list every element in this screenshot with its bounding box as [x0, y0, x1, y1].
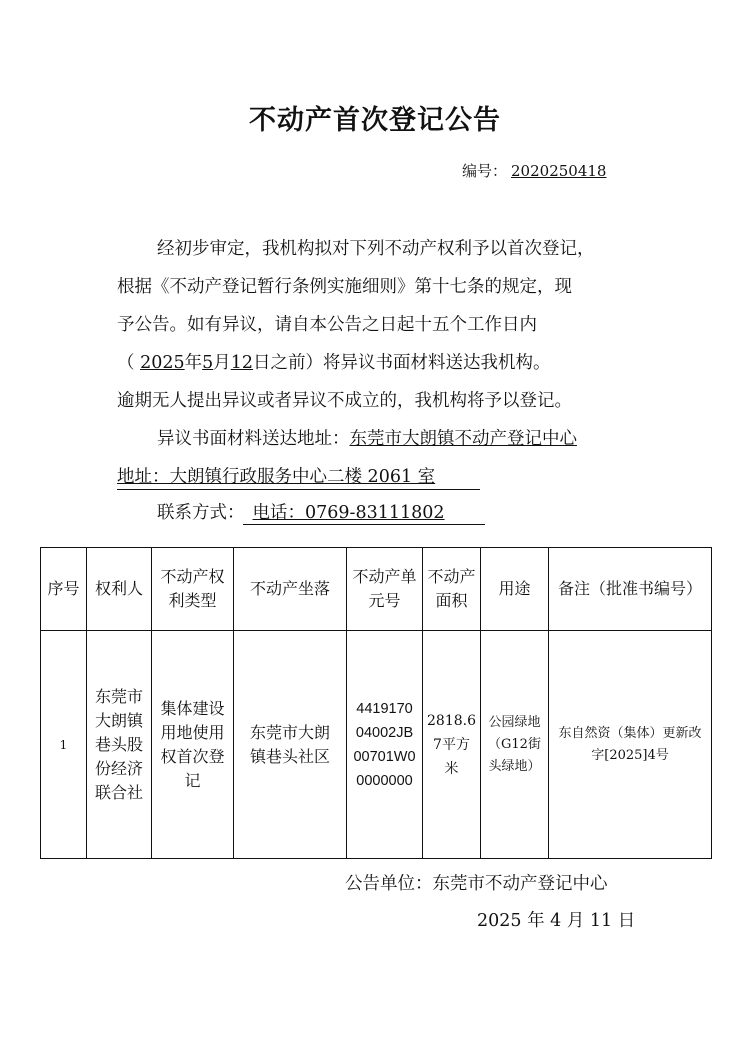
deadline-month-unit: 月 [213, 353, 231, 373]
header-cell: 不动产权利类型 [152, 548, 234, 631]
doc-number-label: 编号： [462, 162, 508, 180]
contact-underline [243, 524, 485, 525]
header-cell: 不动产坐落 [234, 548, 347, 631]
body-line-2: 根据《不动产登记暂行条例实施细则》第十七条的规定，现 [117, 277, 572, 297]
row-unit-no: 441917004002JB00701W00000000 [347, 631, 423, 859]
body-line-3: 予公告。如有异议，请自本公告之日起十五个工作日内 [117, 315, 537, 335]
issuer: 公告单位：东莞市不动产登记中心 [345, 874, 608, 894]
paren-open: （ [117, 353, 135, 373]
row-index: 1 [41, 631, 87, 859]
row-area: 2818.67平方米 [423, 631, 481, 859]
header-cell: 不动产面积 [423, 548, 481, 631]
body-line-1: 经初步审定，我机构拟对下列不动产权利予以首次登记， [157, 239, 595, 259]
row-right-type: 集体建设用地使用权首次登记 [152, 631, 234, 859]
deadline-year: 2025 [140, 353, 185, 373]
deadline-year-unit: 年 [184, 353, 203, 373]
body-line-5: 逾期无人提出异议或者异议不成立的，我机构将予以登记。 [117, 391, 572, 411]
objection-value: 东莞市大朗镇不动产登记中心 [349, 429, 577, 449]
header-cell: 用途 [481, 548, 549, 631]
row-usage: 公园绿地（G12街头绿地） [481, 631, 549, 859]
deadline-rest: 日之前）将异议书面材料送达我机构。 [253, 353, 551, 373]
registration-table [40, 547, 712, 859]
objection-label: 异议书面材料送达地址： [157, 429, 350, 449]
header-cell: 备注（批准书编号） [549, 548, 712, 631]
page-title: 不动产首次登记公告 [249, 105, 501, 136]
doc-number-value: 2020250418 [511, 162, 607, 180]
row-holder: 东莞市大朗镇巷头股份经济联合社 [87, 631, 152, 859]
row-remark: 东自然资（集体）更新改字[2025]4号 [549, 631, 712, 859]
contact-label: 联系方式： [157, 503, 245, 523]
address-line: 地址：大朗镇行政服务中心二楼 2061 室 [117, 467, 436, 487]
contact-value: 电话：0769-83111802 [252, 503, 445, 523]
address-underline [117, 489, 480, 490]
doc-number [462, 160, 610, 181]
table-row [41, 631, 712, 859]
header-cell: 权利人 [87, 548, 152, 631]
contact-line [157, 503, 445, 523]
objection-address [157, 429, 577, 449]
header-cell: 序号 [41, 548, 87, 631]
issue-date: 2025 年 4 月 11 日 [477, 911, 636, 931]
row-location: 东莞市大朗镇巷头社区 [234, 631, 347, 859]
deadline-day: 12 [230, 353, 254, 373]
table-header-row [41, 548, 712, 631]
header-cell: 不动产单元号 [347, 548, 423, 631]
deadline-month: 5 [202, 353, 214, 373]
body-line-4 [117, 353, 551, 373]
